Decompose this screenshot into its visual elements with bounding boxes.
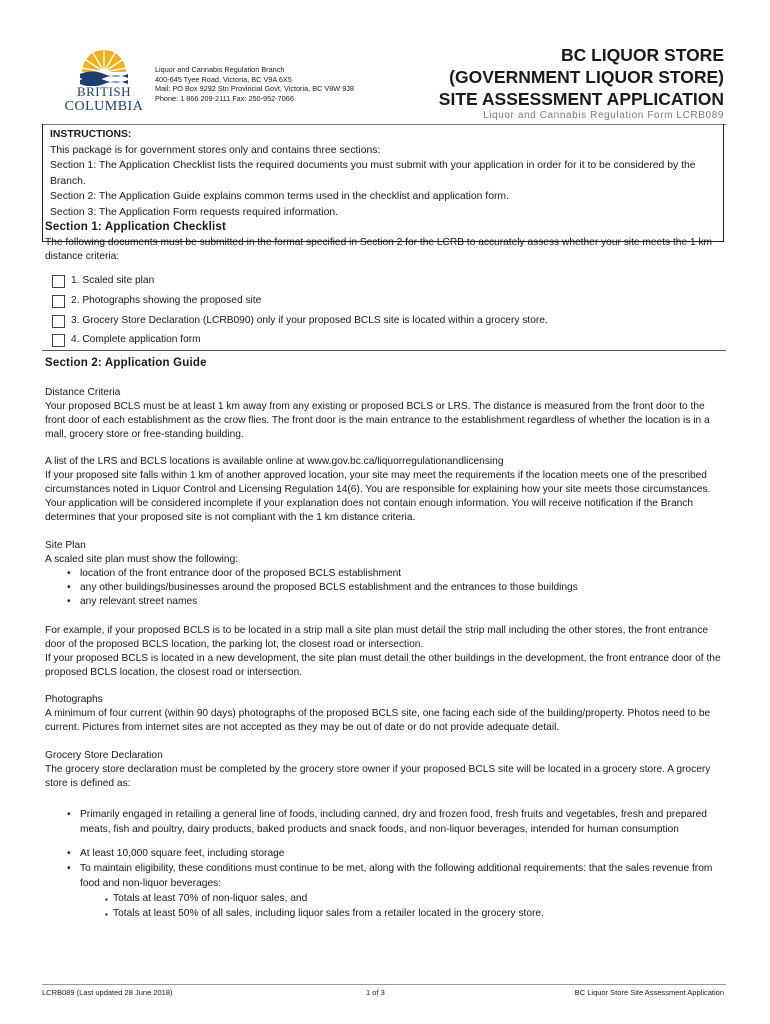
instructions-heading: INSTRUCTIONS:	[50, 129, 132, 140]
logo-text-columbia: COLUMBIA	[64, 99, 144, 114]
subheading: Site Plan	[45, 540, 86, 551]
branch-address	[155, 65, 354, 103]
instructions-line: Section 1: The Application Checklist lists the required documents you must submit with your application in order for it to be considered by the Branch.	[50, 160, 696, 187]
paragraph: A list of the LRS and BCLS locations is available online at www.gov.bc.ca/liquorregulationandlicensing	[45, 456, 504, 467]
checklist-label: 2. Photographs showing the proposed site	[71, 295, 262, 306]
instructions-line: This package is for government stores only and contains three sections:	[50, 144, 381, 156]
list-item: • any other buildings/businesses around the proposed BCLS establishment and the entrances to those buildings	[45, 581, 725, 595]
footer-divider	[42, 984, 726, 985]
paragraph: The grocery store declaration must be completed by the grocery store owner if your proposed BCLS site will be located in a grocery store. A grocery store is defined as:	[45, 764, 711, 789]
section-divider	[42, 350, 726, 351]
grocery-store-declaration	[45, 749, 725, 791]
address-line: 400-645 Tyee Road, Victoria, BC V9A 6X5	[155, 74, 292, 84]
site-plan-list	[45, 567, 725, 609]
address-line: Mail: PO Box 9292 Stn Provincial Govt, Victoria, BC V8W 9J8	[155, 84, 354, 94]
sales-requirements-list	[45, 891, 725, 921]
subheading: Grocery Store Declaration	[45, 750, 163, 761]
checkbox[interactable]	[52, 334, 65, 347]
distance-criteria	[45, 386, 725, 442]
checkbox[interactable]	[52, 315, 65, 328]
list-item: • any relevant street names	[45, 595, 725, 609]
list-item: ▪ Totals at least 70% of non-liquor sales, and	[45, 891, 725, 906]
footer-form-name: BC Liquor Store Site Assessment Application	[574, 988, 724, 997]
site-plan-examples	[45, 624, 725, 680]
title-line: SITE ASSESSMENT APPLICATION	[438, 89, 724, 109]
section1-intro: The following documents must be submitted in the format specified in Section 2 for the LCRB to accurately assess whether your site meets the 1 km distance criteria:	[45, 237, 713, 262]
checklist-label: 4. Complete application form	[71, 334, 201, 345]
locations-info	[45, 455, 725, 525]
grocery-criteria-list	[45, 807, 725, 891]
subheading: Distance Criteria	[45, 387, 121, 398]
list-item: ▪ Totals at least 50% of all sales, including liquor sales from a retailer located in the grocery store.	[45, 906, 725, 921]
subheading: Photographs	[45, 694, 103, 705]
address-line: Phone: 1 866 209-2111 Fax: 250-952-7066	[155, 93, 294, 103]
section2-title: Section 2: Application Guide	[45, 357, 207, 369]
address-line: Liquor and Cannabis Regulation Branch	[155, 65, 285, 74]
footer-form-id: LCRB089 (Last updated 28 June 2018)	[42, 988, 173, 997]
paragraph: For example, if your proposed BCLS is to be located in a strip mall a site plan must detail the strip mall including the other stores, the front entrance door of the proposed BCLS location, the parking lot, the closest road or intersection.	[45, 625, 709, 650]
paragraph: A scaled site plan must show the following:	[45, 554, 239, 565]
page-number: 1 of 3	[366, 988, 385, 997]
sun-crest-icon	[70, 42, 138, 86]
instructions-line: Section 2: The Application Guide explains common terms used in the checklist and application form.	[50, 191, 509, 202]
list-item: • location of the front entrance door of the proposed BCLS establishment	[45, 567, 725, 581]
site-plan	[45, 539, 725, 609]
title-line: (GOVERNMENT LIQUOR STORE)	[449, 67, 724, 87]
checkbox[interactable]	[52, 295, 65, 308]
logo-text-british: BRITISH	[76, 84, 132, 99]
title-line: BC LIQUOR STORE	[560, 45, 724, 65]
paragraph: Your proposed BCLS must be at least 1 km away from any existing or proposed BCLS or LRS. The distance is measured from the front door to the front door of each establishment as the crow flies. The front door is the main entrance to the establishment regardless of whether the location is in a mall, grocery store or free-standing building.	[45, 401, 710, 440]
form-reference: Liquor and Cannabis Regulation Form LCRB089	[483, 110, 724, 121]
instructions-line: Section 3: The Application Form requests required information.	[50, 206, 339, 218]
form-title	[439, 44, 724, 110]
list-item: • To maintain eligibility, these conditions must continue to be met, along with the following additional requirements: that the sales revenue from food and non-liquor beverages:	[45, 861, 725, 891]
section1-title: Section 1: Application Checklist	[45, 221, 227, 233]
paragraph: A minimum of four current (within 90 days) photographs of the proposed BCLS site, one facing each side of the building/property. Photos need to be current. Pictures from internet sites are not accepted as they may be out of date or do not provide adequate detail.	[45, 708, 711, 733]
checklist-label: 3. Grocery Store Declaration (LCRB090) only if your proposed BCLS site is located within a grocery store.	[71, 315, 548, 326]
list-item: • At least 10,000 square feet, including storage	[45, 846, 725, 861]
list-item: • Primarily engaged in retailing a general line of foods, including canned, dry and frozen food, fresh fruits and vegetables, fresh and prepared meats, fish and poultry, dairy products, baked products and snack foods, and non-liquor beverages, intended for human consumption	[45, 807, 725, 837]
grocery-definition	[45, 807, 725, 921]
checkbox[interactable]	[52, 275, 65, 288]
paragraph: If your proposed BCLS is located in a new development, the site plan must detail the other buildings in the development, the front entrance door of the proposed BCLS location, the closest road or intersection.	[45, 653, 721, 678]
checklist-label: 1. Scaled site plan	[71, 275, 155, 286]
paragraph: If your proposed site falls within 1 km of another approved location, your site may meet the requirements if the location meets one of the prescribed circumstances noted in Liquor Control and Licensing Regulation 14(6). You are responsible for explaining how your site meets those circumstances. Your application will be considered incomplete if your explanation does not contain enough information. You will receive notification if the Branch determines that your proposed site is not compliant with the 1 km distance criteria.	[45, 470, 711, 523]
photographs	[45, 693, 725, 735]
bc-government-logo	[62, 42, 146, 114]
